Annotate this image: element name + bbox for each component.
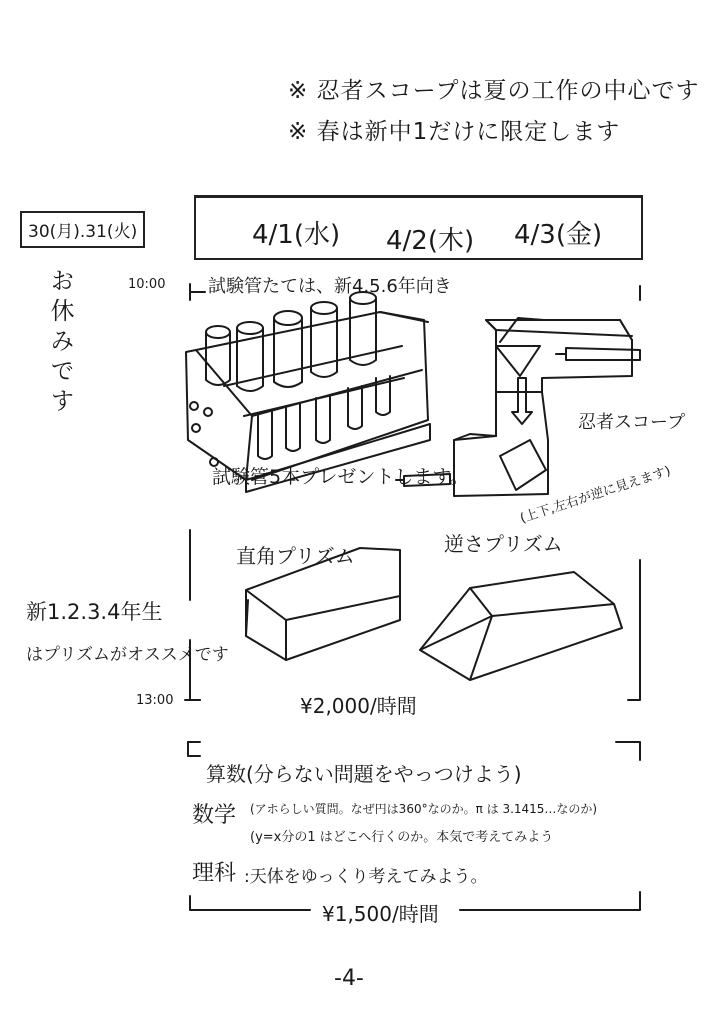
morning-price: ¥2,000/時間 bbox=[300, 694, 417, 718]
date-apr3: 4/3(金) bbox=[514, 220, 603, 250]
math-label: 数学 bbox=[192, 803, 237, 828]
math-line-2: (y=x分の1 はどこへ行くのか。本気で考えてみよう bbox=[250, 830, 554, 845]
note-mark: ※ bbox=[288, 78, 309, 104]
note-text: 春は新中1だけに限定します bbox=[316, 119, 621, 145]
closed-dates: 30(月).31(火) bbox=[28, 222, 138, 242]
date-apr1: 4/1(水) bbox=[252, 220, 341, 250]
reverse-prism-drawing bbox=[420, 572, 622, 680]
recommend-text: はプリズムがオススメです bbox=[26, 645, 229, 665]
note-mark: ※ bbox=[288, 119, 309, 145]
math-line-1: (アホらしい質問。なぜ円は360°なのか。π は 3.1415…なのか) bbox=[250, 802, 598, 816]
morning-heading: 試験管たては、新4.5.6年向き bbox=[208, 276, 452, 297]
morning-start-time: 10:00 bbox=[128, 277, 166, 292]
prism-reverse-label: 逆さプリズム bbox=[444, 532, 563, 556]
closed-text: お休みです bbox=[46, 268, 74, 418]
recommend-grade: 新1.2.3.4年生 bbox=[26, 600, 163, 624]
date-apr2: 4/2(木) bbox=[386, 226, 475, 256]
science-label: 理科 bbox=[192, 861, 237, 886]
afternoon-price: ¥1,500/時間 bbox=[322, 902, 439, 926]
science-text: :天体をゆっくり考えてみよう。 bbox=[244, 867, 488, 887]
page-number: -4- bbox=[334, 966, 364, 991]
scope-label: 忍者スコープ bbox=[578, 412, 686, 433]
gift-text: 試験管5本プレゼントします。 bbox=[212, 466, 469, 488]
note-text: 忍者スコープは夏の工作の中心です bbox=[316, 78, 700, 104]
morning-end-time: 13:00 bbox=[136, 693, 174, 708]
afternoon-title: 算数(分らない問題をやっつけよう) bbox=[206, 762, 522, 786]
prism-reverse-note: (上下,左右が逆に見えます) bbox=[518, 463, 673, 527]
prism-right-label: 直角プリズム bbox=[236, 544, 355, 568]
